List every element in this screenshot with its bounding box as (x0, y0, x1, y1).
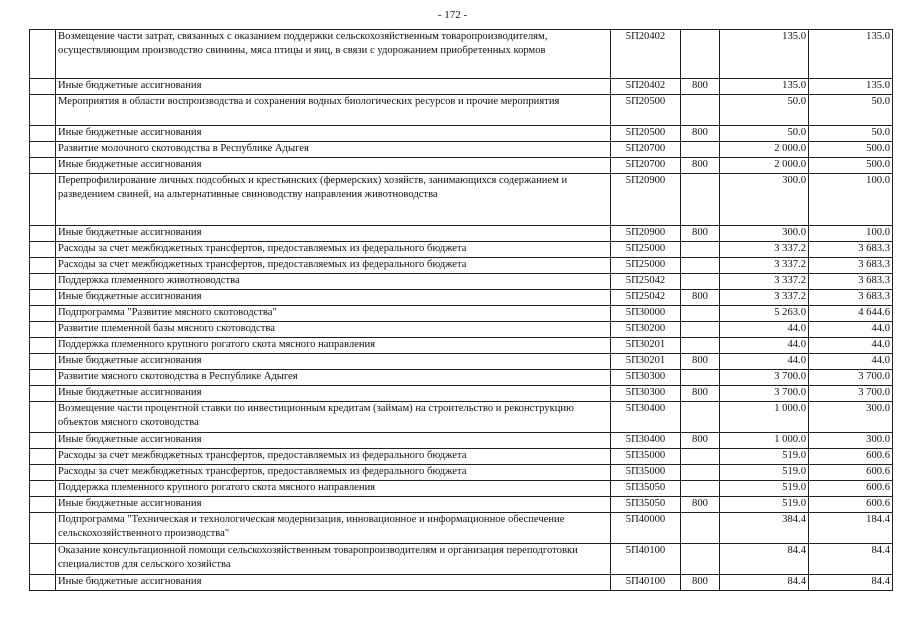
table-row (30, 30, 893, 79)
row-amount-year2-cell: 600.6 (809, 465, 893, 481)
row-expense-type-cell (681, 481, 720, 497)
row-amount-year2-cell: 3 683.3 (809, 242, 893, 258)
row-name-cell: Иные бюджетные ассигнования (56, 497, 611, 513)
row-name-cell: Перепрофилирование личных подсобных и крестьянских (фермерских) хозяйств, занимающихся содержанием и разведением свиней, на альтернативные свиноводству направления животноводства (56, 174, 611, 226)
row-amount-year1-cell: 3 337.2 (720, 258, 809, 274)
table-row (30, 95, 893, 126)
row-expense-type-cell: 800 (681, 79, 720, 95)
table-row (30, 258, 893, 274)
row-name-cell: Оказание консультационной помощи сельскохозяйственным товаропроизводителям и организация переподготовки специалистов для сельского хозяйства (56, 544, 611, 575)
row-amount-year2-cell: 500.0 (809, 142, 893, 158)
row-margin-cell (30, 95, 56, 126)
row-code-cell: 5П20500 (611, 126, 681, 142)
row-name-cell: Развитие племенной базы мясного скотоводства (56, 322, 611, 338)
row-expense-type-cell: 800 (681, 497, 720, 513)
row-margin-cell (30, 242, 56, 258)
row-code-cell: 5П20900 (611, 226, 681, 242)
row-name-cell: Развитие мясного скотоводства в Республике Адыгея (56, 370, 611, 386)
row-amount-year2-cell: 500.0 (809, 158, 893, 174)
row-expense-type-cell (681, 449, 720, 465)
row-name-cell: Иные бюджетные ассигнования (56, 386, 611, 402)
row-name-cell: Поддержка племенного крупного рогатого скота мясного направления (56, 338, 611, 354)
row-expense-type-cell (681, 258, 720, 274)
row-amount-year2-cell: 100.0 (809, 174, 893, 226)
row-expense-type-cell (681, 274, 720, 290)
table-row (30, 126, 893, 142)
row-name-cell: Поддержка племенного животноводства (56, 274, 611, 290)
row-margin-cell (30, 433, 56, 449)
row-amount-year2-cell: 600.6 (809, 497, 893, 513)
row-code-cell: 5П35000 (611, 449, 681, 465)
row-amount-year1-cell: 44.0 (720, 322, 809, 338)
row-amount-year2-cell: 84.4 (809, 544, 893, 575)
row-name-cell: Возмещение части затрат, связанных с оказанием поддержки сельскохозяйственным товаропроизводителям, осуществляющим производство свинины, мяса птицы и яиц, в связи с удорожанием приобретенных кормов (56, 30, 611, 79)
row-code-cell: 5П20500 (611, 95, 681, 126)
table-row (30, 386, 893, 402)
row-expense-type-cell: 800 (681, 354, 720, 370)
row-amount-year2-cell: 300.0 (809, 402, 893, 433)
row-amount-year2-cell: 135.0 (809, 30, 893, 79)
row-expense-type-cell: 800 (681, 433, 720, 449)
row-code-cell: 5П25042 (611, 274, 681, 290)
row-expense-type-cell: 800 (681, 158, 720, 174)
row-margin-cell (30, 513, 56, 544)
row-name-cell: Мероприятия в области воспроизводства и сохранения водных биологических ресурсов и прочие мероприятия (56, 95, 611, 126)
row-amount-year1-cell: 519.0 (720, 497, 809, 513)
row-amount-year2-cell: 3 683.3 (809, 274, 893, 290)
row-code-cell: 5П30201 (611, 338, 681, 354)
row-name-cell: Иные бюджетные ассигнования (56, 226, 611, 242)
row-amount-year2-cell: 600.6 (809, 449, 893, 465)
row-expense-type-cell: 800 (681, 575, 720, 591)
row-name-cell: Расходы за счет межбюджетных трансфертов, предоставляемых из федерального бюджета (56, 242, 611, 258)
row-amount-year1-cell: 44.0 (720, 354, 809, 370)
table-row (30, 497, 893, 513)
row-code-cell: 5П20402 (611, 79, 681, 95)
row-code-cell: 5П35050 (611, 497, 681, 513)
row-expense-type-cell (681, 513, 720, 544)
row-margin-cell (30, 465, 56, 481)
row-expense-type-cell (681, 306, 720, 322)
row-margin-cell (30, 30, 56, 79)
row-amount-year2-cell: 50.0 (809, 126, 893, 142)
table-row (30, 242, 893, 258)
row-amount-year1-cell: 300.0 (720, 174, 809, 226)
row-margin-cell (30, 274, 56, 290)
row-expense-type-cell (681, 370, 720, 386)
row-amount-year1-cell: 519.0 (720, 481, 809, 497)
table-row (30, 513, 893, 544)
row-amount-year2-cell: 135.0 (809, 79, 893, 95)
row-code-cell: 5П30300 (611, 386, 681, 402)
table-row (30, 433, 893, 449)
row-name-cell: Подпрограмма "Техническая и технологическая модернизация, инновационное и информационное обеспечение сельскохозяйственного производства" (56, 513, 611, 544)
row-margin-cell (30, 126, 56, 142)
row-expense-type-cell (681, 465, 720, 481)
row-expense-type-cell (681, 544, 720, 575)
row-amount-year2-cell: 4 644.6 (809, 306, 893, 322)
row-amount-year1-cell: 1 000.0 (720, 433, 809, 449)
row-amount-year2-cell: 100.0 (809, 226, 893, 242)
row-amount-year1-cell: 44.0 (720, 338, 809, 354)
row-margin-cell (30, 322, 56, 338)
row-code-cell: 5П30400 (611, 402, 681, 433)
table-row (30, 465, 893, 481)
row-amount-year2-cell: 44.0 (809, 338, 893, 354)
table-row (30, 370, 893, 386)
row-code-cell: 5П35000 (611, 465, 681, 481)
row-amount-year1-cell: 3 337.2 (720, 274, 809, 290)
row-expense-type-cell: 800 (681, 290, 720, 306)
row-name-cell: Иные бюджетные ассигнования (56, 79, 611, 95)
row-amount-year2-cell: 44.0 (809, 354, 893, 370)
table-row (30, 354, 893, 370)
row-margin-cell (30, 481, 56, 497)
row-amount-year1-cell: 3 700.0 (720, 386, 809, 402)
row-margin-cell (30, 370, 56, 386)
row-code-cell: 5П20700 (611, 158, 681, 174)
table-row (30, 142, 893, 158)
row-margin-cell (30, 544, 56, 575)
row-expense-type-cell (681, 338, 720, 354)
row-expense-type-cell (681, 142, 720, 158)
table-body (30, 30, 893, 591)
row-margin-cell (30, 142, 56, 158)
row-expense-type-cell: 800 (681, 386, 720, 402)
table-row (30, 290, 893, 306)
row-code-cell: 5П30000 (611, 306, 681, 322)
row-name-cell: Иные бюджетные ассигнования (56, 575, 611, 591)
row-margin-cell (30, 226, 56, 242)
row-amount-year2-cell: 50.0 (809, 95, 893, 126)
row-amount-year1-cell: 50.0 (720, 95, 809, 126)
row-margin-cell (30, 386, 56, 402)
row-amount-year1-cell: 84.4 (720, 544, 809, 575)
row-margin-cell (30, 449, 56, 465)
row-name-cell: Развитие молочного скотоводства в Республике Адыгея (56, 142, 611, 158)
row-amount-year1-cell: 135.0 (720, 30, 809, 79)
row-code-cell: 5П40100 (611, 544, 681, 575)
row-amount-year1-cell: 3 337.2 (720, 242, 809, 258)
row-amount-year2-cell: 44.0 (809, 322, 893, 338)
row-margin-cell (30, 354, 56, 370)
row-expense-type-cell (681, 322, 720, 338)
row-name-cell: Расходы за счет межбюджетных трансфертов, предоставляемых из федерального бюджета (56, 449, 611, 465)
row-name-cell: Расходы за счет межбюджетных трансфертов, предоставляемых из федерального бюджета (56, 465, 611, 481)
row-code-cell: 5П40000 (611, 513, 681, 544)
row-name-cell: Иные бюджетные ассигнования (56, 433, 611, 449)
page-number: - 172 - (437, 9, 468, 21)
row-margin-cell (30, 338, 56, 354)
row-name-cell: Подпрограмма "Развитие мясного скотоводства" (56, 306, 611, 322)
budget-table (29, 29, 893, 591)
row-amount-year2-cell: 3 683.3 (809, 258, 893, 274)
row-amount-year1-cell: 2 000.0 (720, 142, 809, 158)
row-code-cell: 5П20402 (611, 30, 681, 79)
row-amount-year1-cell: 5 263.0 (720, 306, 809, 322)
row-margin-cell (30, 575, 56, 591)
row-name-cell: Иные бюджетные ассигнования (56, 158, 611, 174)
row-name-cell: Иные бюджетные ассигнования (56, 126, 611, 142)
row-amount-year1-cell: 519.0 (720, 465, 809, 481)
row-name-cell: Иные бюджетные ассигнования (56, 290, 611, 306)
row-amount-year1-cell: 300.0 (720, 226, 809, 242)
table-row (30, 481, 893, 497)
row-amount-year2-cell: 3 700.0 (809, 370, 893, 386)
row-code-cell: 5П35050 (611, 481, 681, 497)
row-code-cell: 5П30400 (611, 433, 681, 449)
row-expense-type-cell (681, 402, 720, 433)
row-amount-year2-cell: 300.0 (809, 433, 893, 449)
row-amount-year1-cell: 50.0 (720, 126, 809, 142)
table-row (30, 449, 893, 465)
row-margin-cell (30, 174, 56, 226)
row-expense-type-cell (681, 30, 720, 79)
row-margin-cell (30, 497, 56, 513)
row-code-cell: 5П30201 (611, 354, 681, 370)
row-code-cell: 5П25000 (611, 258, 681, 274)
table-row (30, 322, 893, 338)
row-expense-type-cell (681, 242, 720, 258)
row-margin-cell (30, 158, 56, 174)
row-code-cell: 5П25042 (611, 290, 681, 306)
table-row (30, 306, 893, 322)
row-amount-year1-cell: 1 000.0 (720, 402, 809, 433)
row-expense-type-cell (681, 95, 720, 126)
row-amount-year1-cell: 519.0 (720, 449, 809, 465)
table-row (30, 226, 893, 242)
row-code-cell: 5П40100 (611, 575, 681, 591)
table-row (30, 174, 893, 226)
row-name-cell: Иные бюджетные ассигнования (56, 354, 611, 370)
row-expense-type-cell (681, 174, 720, 226)
table-row (30, 402, 893, 433)
row-amount-year1-cell: 384.4 (720, 513, 809, 544)
row-expense-type-cell: 800 (681, 126, 720, 142)
table-row (30, 79, 893, 95)
row-name-cell: Расходы за счет межбюджетных трансфертов, предоставляемых из федерального бюджета (56, 258, 611, 274)
row-amount-year2-cell: 84.4 (809, 575, 893, 591)
row-margin-cell (30, 79, 56, 95)
row-expense-type-cell: 800 (681, 226, 720, 242)
row-amount-year1-cell: 3 337.2 (720, 290, 809, 306)
row-amount-year1-cell: 84.4 (720, 575, 809, 591)
row-margin-cell (30, 258, 56, 274)
table-row (30, 544, 893, 575)
row-margin-cell (30, 290, 56, 306)
row-name-cell: Поддержка племенного крупного рогатого скота мясного направления (56, 481, 611, 497)
table-row (30, 575, 893, 591)
table-row (30, 338, 893, 354)
row-amount-year2-cell: 600.6 (809, 481, 893, 497)
row-amount-year2-cell: 3 700.0 (809, 386, 893, 402)
row-code-cell: 5П30200 (611, 322, 681, 338)
row-code-cell: 5П20700 (611, 142, 681, 158)
row-code-cell: 5П20900 (611, 174, 681, 226)
row-amount-year2-cell: 3 683.3 (809, 290, 893, 306)
table-row (30, 274, 893, 290)
row-amount-year2-cell: 184.4 (809, 513, 893, 544)
row-code-cell: 5П25000 (611, 242, 681, 258)
row-name-cell: Возмещение части процентной ставки по инвестиционным кредитам (займам) на строительство и реконструкцию объектов мясного скотоводства (56, 402, 611, 433)
table-row (30, 158, 893, 174)
row-amount-year1-cell: 135.0 (720, 79, 809, 95)
row-margin-cell (30, 306, 56, 322)
row-amount-year1-cell: 2 000.0 (720, 158, 809, 174)
row-code-cell: 5П30300 (611, 370, 681, 386)
row-amount-year1-cell: 3 700.0 (720, 370, 809, 386)
row-margin-cell (30, 402, 56, 433)
